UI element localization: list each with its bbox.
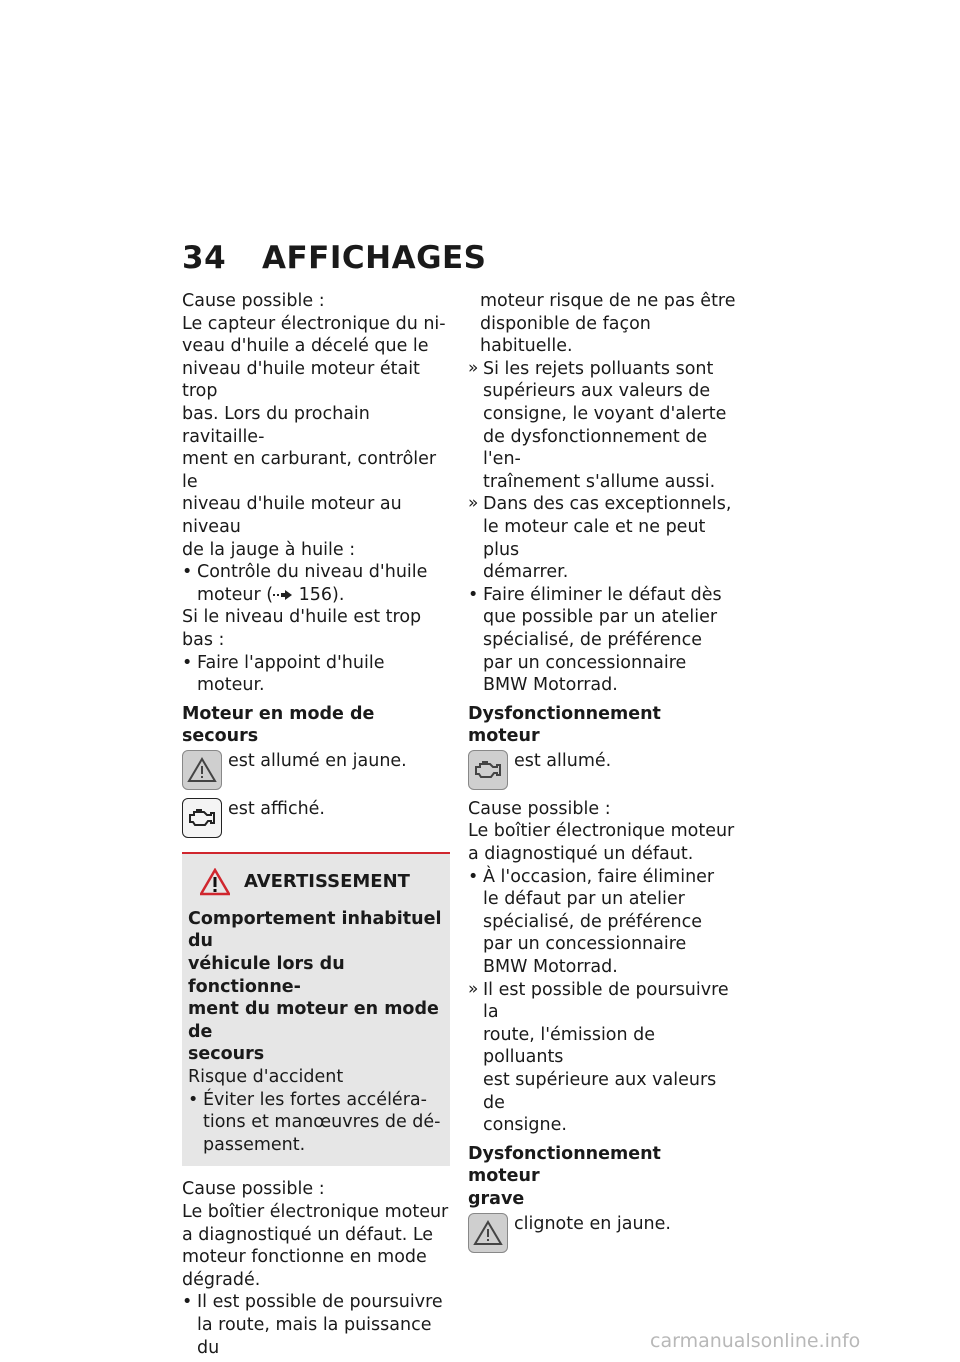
result-item xyxy=(468,979,736,1137)
bullet-dot-icon: • xyxy=(182,1292,193,1313)
result-item xyxy=(468,358,736,494)
bullet-line: BMW Motorrad. xyxy=(483,675,618,696)
cause-line: moteur fonctionne en mode xyxy=(182,1247,427,1268)
cause-line: Le capteur électronique du ni- xyxy=(182,313,446,334)
warning-header xyxy=(200,868,444,896)
warning-title-line: Comportement inhabituel du xyxy=(188,908,442,952)
cause-label: Cause possible : xyxy=(182,291,325,311)
bullet-text: moteur ( xyxy=(197,584,274,605)
cause-label: Cause possible : xyxy=(182,1179,325,1200)
result-line: traînement s'allume aussi. xyxy=(483,471,716,492)
bullet-line: Contrôle du niveau d'huile xyxy=(197,562,428,583)
cause-label: Cause possible : xyxy=(468,798,611,819)
cause-line: niveau d'huile moteur était trop xyxy=(182,358,420,402)
indicator-row xyxy=(468,750,736,790)
result-arrow-icon: » xyxy=(468,357,479,378)
column-left xyxy=(182,290,450,1359)
result-line: le moteur cale et ne peut plus xyxy=(483,516,706,560)
result-item xyxy=(468,493,736,583)
bullet-dot-icon: • xyxy=(188,1089,199,1110)
continued-text xyxy=(468,290,736,358)
section-title: Dysfonctionnement moteur xyxy=(468,703,661,747)
section-title: Moteur en mode de secours xyxy=(182,703,375,747)
bullet-line: passement. xyxy=(203,1134,306,1155)
warning-box xyxy=(182,852,450,1167)
cause-line: a diagnostiqué un défaut. xyxy=(468,844,694,865)
indicator-text: est allumé en jaune. xyxy=(228,750,407,771)
bullet-line: le défaut par un atelier xyxy=(483,889,685,910)
result-line: route, l'émission de polluants xyxy=(483,1024,656,1068)
bullet-line: que possible par un atelier xyxy=(483,607,718,628)
text-line: disponible de façon habituelle. xyxy=(480,313,651,357)
indicator-text: est allumé. xyxy=(514,750,612,771)
bullet-line: Faire l'appoint d'huile moteur. xyxy=(197,652,385,696)
bullet-item xyxy=(188,1089,444,1157)
page-number: 34 xyxy=(182,240,227,276)
bullet-line: À l'occasion, faire éliminer xyxy=(483,866,715,887)
cause-line: a diagnostiqué un défaut. Le xyxy=(182,1224,434,1245)
result-line: Si les rejets polluants sont xyxy=(483,358,714,379)
column-right xyxy=(468,290,736,1261)
bullet-dot-icon: • xyxy=(468,584,479,605)
page-title: AFFICHAGES xyxy=(262,240,487,276)
text-line: moteur risque de ne pas être xyxy=(480,291,736,311)
indicator-row xyxy=(182,750,450,790)
bullet-item xyxy=(468,584,736,697)
warning-triangle-icon xyxy=(182,750,222,790)
result-line: consigne. xyxy=(483,1115,567,1136)
cause-line: ment en carburant, contrôler le xyxy=(182,449,437,492)
bullet-item xyxy=(182,561,450,606)
engine-check-icon xyxy=(182,798,222,838)
low-line: Si le niveau d'huile est trop xyxy=(182,607,422,628)
result-line: Dans des cas exceptionnels, xyxy=(483,494,732,515)
bullet-line: spécialisé, de préférence xyxy=(483,629,703,650)
bullet-line: spécialisé, de préférence xyxy=(483,911,703,932)
bullet-dot-icon: • xyxy=(468,866,479,887)
page-reference[interactable]: 156). xyxy=(293,584,345,605)
cause-line: de la jauge à huile : xyxy=(182,539,356,560)
cause-line: dégradé. xyxy=(182,1269,261,1290)
result-line: est supérieure aux valeurs de xyxy=(483,1070,717,1113)
cause-line: Le boîtier électronique moteur xyxy=(182,1202,449,1222)
indicator-row xyxy=(468,1213,736,1253)
bullet-line: tions et manœuvres de dé- xyxy=(203,1112,441,1133)
indicator-text: est affiché. xyxy=(228,798,325,819)
result-line: consigne, le voyant d'alerte xyxy=(483,403,727,424)
low-line: bas : xyxy=(182,629,225,650)
result-line: de dysfonctionnement de l'en- xyxy=(483,426,708,470)
cause-line: niveau d'huile moteur au niveau xyxy=(182,494,402,537)
bullet-line xyxy=(197,584,450,607)
warning-triangle-icon xyxy=(200,868,230,896)
indicator-text: clignote en jaune. xyxy=(514,1213,671,1234)
bullet-dot-icon: • xyxy=(182,652,193,673)
result-line: démarrer. xyxy=(483,562,569,583)
bullet-line: par un concessionnaire xyxy=(483,934,687,955)
warning-risk: Risque d'accident xyxy=(188,1067,344,1088)
watermark-text: carmanualsonline.info xyxy=(650,1330,861,1352)
cause-line: Le boîtier électronique moteur xyxy=(468,821,735,842)
warning-triangle-icon xyxy=(468,1213,508,1253)
warning-label: AVERTISSEMENT xyxy=(244,870,410,892)
bullet-item xyxy=(182,1291,450,1359)
bullet-line: la route, mais la puissance du xyxy=(197,1314,432,1358)
bullet-line: Éviter les fortes accéléra- xyxy=(203,1089,427,1110)
bullet-line: Il est possible de poursuivre xyxy=(197,1292,443,1313)
indicator-row xyxy=(182,798,450,838)
bullet-line: BMW Motorrad. xyxy=(483,957,618,978)
warning-title-line: véhicule lors du fonctionne- xyxy=(188,954,345,997)
result-arrow-icon: » xyxy=(468,978,479,999)
page-header xyxy=(182,240,487,276)
section-title-line: Dysfonctionnement moteur xyxy=(468,1143,661,1187)
page-reference-arrow-icon xyxy=(273,589,293,601)
cause-line: bas. Lors du prochain ravitaille- xyxy=(182,403,370,447)
bullet-item xyxy=(468,866,736,979)
engine-check-icon xyxy=(468,750,508,790)
bullet-line: par un concessionnaire xyxy=(483,652,687,673)
section-title-line: grave xyxy=(468,1188,525,1209)
warning-title-line: ment du moteur en mode de xyxy=(188,999,439,1042)
warning-title-line: secours xyxy=(188,1044,265,1065)
result-line: supérieurs aux valeurs de xyxy=(483,381,711,402)
bullet-item xyxy=(182,652,450,697)
bullet-line: Faire éliminer le défaut dès xyxy=(483,584,722,605)
cause-line: veau d'huile a décelé que le xyxy=(182,336,429,357)
result-line: Il est possible de poursuivre la xyxy=(483,979,729,1023)
result-arrow-icon: » xyxy=(468,493,479,514)
bullet-dot-icon: • xyxy=(182,562,193,583)
